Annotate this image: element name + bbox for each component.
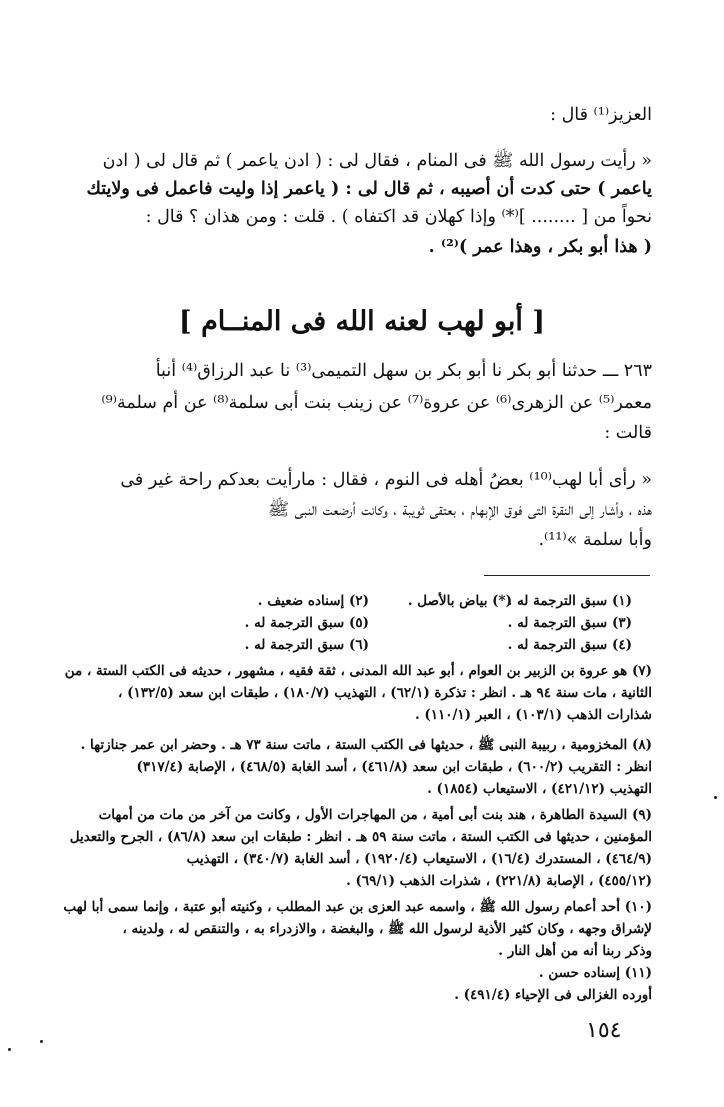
section-title: [ أبو لهب لعنه الله فى المنــام ] bbox=[178, 306, 546, 337]
footnote-11: (١١) إسناده حسن . bbox=[538, 965, 652, 981]
hadith-line: معمر⁽⁵⁾ عن الزهرى⁽⁶⁾ عن عروة⁽⁷⁾ عن زينب بنت أبى سلمة⁽⁸⁾ عن أم سلمة⁽⁹⁾ bbox=[101, 393, 652, 413]
paragraph-line: هذه ، وأشار إلى النقرة التى فوق الإبهام ، بعتقى ثويبة ، وكانت أرضعت النبى ﷺ bbox=[267, 500, 652, 520]
footnote-7: شذارات الذهب (١٠٣/١) ، العبر (١١٠/١) . bbox=[414, 707, 652, 723]
paragraph-line: وأبا سلمة »⁽¹¹⁾. bbox=[538, 530, 652, 550]
scan-speck bbox=[714, 796, 717, 799]
hadith-line: قالت : bbox=[604, 423, 652, 443]
footnote-4: (٤) سبق الترجمة له . bbox=[507, 637, 632, 653]
paragraph-line: نحواً من [ ........ ]⁽*⁾ وإذا كهلان قد اكتفاه ) . قلت : ومن هذان ؟ قال : bbox=[145, 207, 652, 227]
footnote-11: أورده الغزالى فى الإحياء (٤٩١/٤) . bbox=[454, 987, 652, 1003]
footnote-5: (٥) سبق الترجمة له . bbox=[244, 615, 369, 631]
paragraph-line: ياعمر ) حتى كدت أن أصيبه ، ثم قال لى : ( ياعمر إذا وليت فاعمل فى ولايتك bbox=[86, 179, 652, 199]
footnote-8: انظر : التقريب (٦٠٠/٢) ، طبقات ابن سعد (٤٦١/٨) ، أسد الغابة (٤٦٨/٥) ، الإصابة (٣١٧/٤) bbox=[136, 759, 652, 775]
hadith-line: ٢٦٣ ـــ حدثنا أبو بكر نا أبو بكر بن سهل التميمى⁽³⁾ نا عبد الرزاق⁽⁴⁾ أنبأ bbox=[155, 361, 652, 381]
paragraph-line: « رأيت رسول الله ﷺ فى المنام ، فقال لى : ( ادن ياعمر ) ثم قال لى ( ادن bbox=[102, 151, 652, 171]
footnote-2: (٢) إسناده ضعيف . bbox=[257, 593, 369, 609]
footnote-1: (١) سبق الترجمة له . bbox=[507, 593, 632, 609]
footnote-10: لإشراق وجهه ، وكان كثير الأذية لرسول الله ﷺ ، والبغضة ، والازدراء به ، والتنقص له ، ولدينه ، bbox=[122, 921, 652, 937]
paragraph-line: « رأى أبا لهب⁽¹⁰⁾ بعضُ أهله فى النوم ، فقال : مارأيت بعدكم راحة غير فى bbox=[120, 470, 652, 490]
paragraph-line: ( هذا أبو بكر ، وهذا عمر )⁽²⁾ . bbox=[428, 237, 652, 257]
intro-line: العزيز⁽¹⁾ قال : bbox=[550, 105, 652, 125]
footnote-9: (٩) السيدة الطاهرة ، هند بنت أبى أمية ، من المهاجرات الأول ، وكانت من آخر من مات من أمهات bbox=[98, 807, 652, 823]
footnote-10: (١٠) أحد أعمام رسول الله ﷺ ، واسمه عبد العزى بن عبد المطلب ، وكنيته أبو عتبة ، وإنما سمى أبا لهب bbox=[63, 899, 652, 915]
footnote-8: التهذيب (٤٢١/١٢) ، الاستيعاب (١٨٥٤) . bbox=[427, 781, 652, 797]
footnote-9: (٤٥٥/١٢) ، الإصابة (٢٢١/٨) ، شذرات الذهب (٦٩/١) . bbox=[346, 873, 652, 889]
footnote-3: (٣) سبق الترجمة له . bbox=[507, 615, 632, 631]
footnote-7: الثانية ، مات سنة ٩٤ هـ . انظر : تذكرة (٦٢/١) ، التهذيب (١٨٠/٧) ، طبقات ابن سعد (١٣٢/٥) ، bbox=[118, 685, 652, 701]
scan-speck bbox=[8, 1048, 11, 1051]
footnote-star: (*) بياض بالأصل . bbox=[407, 593, 512, 609]
page-number: ١٥٤ bbox=[586, 1018, 622, 1043]
footnote-9: المؤمنين ، حديثها فى الكتب الستة ، ماتت سنة ٥٩ هـ . انظر : طبقات ابن سعد (٨٦/٨) ، الجرح والتعديل bbox=[69, 829, 652, 845]
scan-speck bbox=[40, 1040, 43, 1043]
footnote-8: (٨) المخزومية ، ربيبة النبى ﷺ ، حديثها فى الكتب الستة ، ماتت سنة ٧٣ هـ . وحضر ابن عمر جنازتها . bbox=[80, 737, 652, 753]
footnote-separator bbox=[484, 575, 650, 576]
footnote-9: (٤٦٤/٩) ، المستدرك (١٦/٤) ، الاستيعاب (١٩٢٠/٤) ، أسد الغابة (٣٤٠/٧) ، التهذيب bbox=[186, 851, 652, 867]
footnote-7: (٧) هو عروة بن الزبير بن العوام ، أبو عبد الله المدنى ، ثقة فقيه ، مشهور ، حديثه فى الكتب الستة ، من bbox=[64, 663, 652, 679]
footnote-10: وذكر ربنا أنه من أهل النار . bbox=[498, 943, 652, 959]
footnote-6: (٦) سبق الترجمة له . bbox=[244, 637, 369, 653]
